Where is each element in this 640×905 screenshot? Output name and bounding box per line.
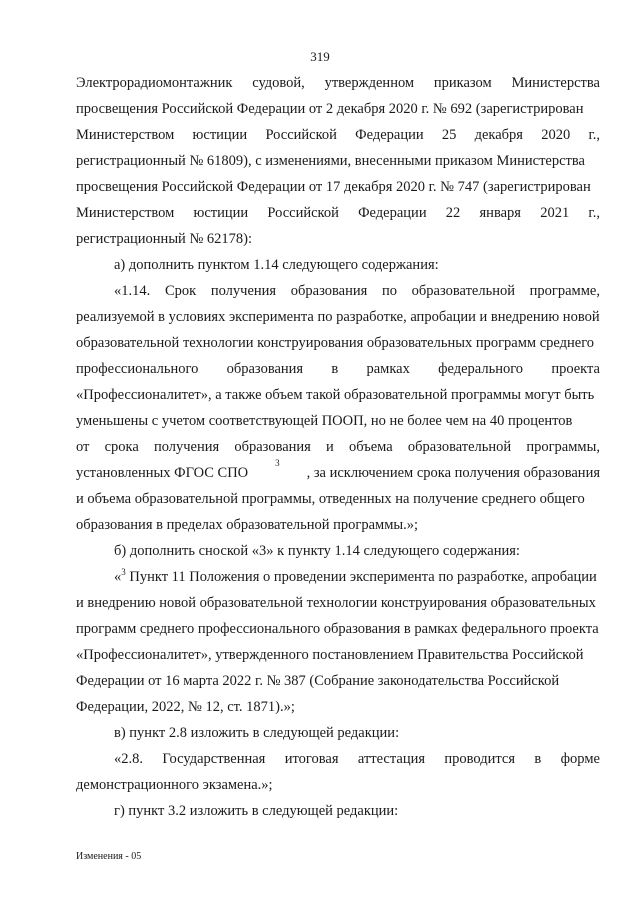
body-line-15 xyxy=(76,437,600,457)
word: Министерством xyxy=(76,127,175,143)
word: Российской xyxy=(265,127,337,143)
body-line-4: регистрационный № 61809), с изменениями, внесенными приказом Министерства xyxy=(76,153,585,169)
word: юстиции xyxy=(192,127,248,143)
body-line-29: г) пункт 3.2 изложить в следующей редакции: xyxy=(114,803,399,819)
body-line-7: регистрационный № 62178): xyxy=(76,231,253,247)
word: образования xyxy=(234,439,311,455)
word: образовательной xyxy=(411,283,515,299)
word: форме xyxy=(560,751,600,767)
body-line-8: а) дополнить пунктом 1.14 следующего содержания: xyxy=(114,257,439,273)
word: Государственная xyxy=(162,751,266,767)
word: Российской xyxy=(267,205,339,221)
word: образовательной xyxy=(407,439,512,455)
body-line-21: и внедрению новой образовательной технологии конструирования образовательных xyxy=(76,595,596,611)
word: г., xyxy=(588,205,600,221)
word: Федерации xyxy=(355,127,424,143)
word: в xyxy=(534,751,542,767)
word: Федерации xyxy=(358,205,427,221)
word: получения xyxy=(153,439,220,455)
footnote-ref-3: 3 xyxy=(275,458,280,468)
word: «1.14. xyxy=(114,283,151,299)
word: 2021 xyxy=(540,205,570,221)
footer-note: Изменения - 05 xyxy=(76,851,142,862)
word: в xyxy=(331,361,339,377)
word: объема xyxy=(348,439,393,455)
word: приказом xyxy=(433,75,492,91)
word: аттестация xyxy=(357,751,426,767)
word: рамках xyxy=(366,361,410,377)
word: от xyxy=(76,439,90,455)
body-line-20 xyxy=(76,567,600,587)
body-line-14: уменьшены с учетом соответствующей ПООП, но не более чем на 40 процентов xyxy=(76,413,573,429)
body-line-20-end: Пункт 11 Положения о проведении эксперимента по разработке, апробации xyxy=(125,569,597,585)
word: итоговая xyxy=(284,751,339,767)
word: по xyxy=(381,283,397,299)
word: утвержденном xyxy=(324,75,415,91)
body-line-20-start: « xyxy=(114,569,122,585)
body-line-16-start: установленных ФГОС СПО xyxy=(76,465,249,481)
word: программы, xyxy=(526,439,600,455)
word: г., xyxy=(588,127,600,143)
body-line-10: реализуемой в условиях эксперимента по разработке, апробации и внедрению новой xyxy=(76,309,600,325)
word: Министерством xyxy=(76,205,175,221)
body-line-13: «Профессионалитет», а также объем такой образовательной программы могут быть xyxy=(76,387,595,403)
word: и xyxy=(326,439,334,455)
body-line-6 xyxy=(76,203,600,223)
body-line-26: в) пункт 2.8 изложить в следующей редакции: xyxy=(114,725,400,741)
body-line-2: просвещения Российской Федерации от 2 декабря 2020 г. № 692 (зарегистрирован xyxy=(76,101,584,117)
word: Министерства xyxy=(511,75,600,91)
word: «2.8. xyxy=(114,751,143,767)
word: юстиции xyxy=(193,205,249,221)
body-line-28: демонстрационного экзамена.»; xyxy=(76,777,273,793)
word: проводится xyxy=(444,751,516,767)
body-line-9 xyxy=(76,281,600,301)
body-line-3 xyxy=(76,125,600,145)
body-line-16 xyxy=(76,458,600,483)
body-line-17: и объема образовательной программы, отведенных на получение среднего общего xyxy=(76,491,585,507)
word: образования xyxy=(226,361,304,377)
body-line-23: «Профессионалитет», утвержденного постановлением Правительства Российской xyxy=(76,647,584,663)
word: профессионального xyxy=(76,361,199,377)
word: января xyxy=(479,205,521,221)
body-line-18: образования в пределах образовательной программы.»; xyxy=(76,517,419,533)
body-line-19: б) дополнить сноской «3» к пункту 1.14 следующего содержания: xyxy=(114,543,520,559)
word: федерального xyxy=(438,361,524,377)
word: срока xyxy=(104,439,139,455)
word: 25 xyxy=(441,127,457,143)
body-line-1 xyxy=(76,73,600,93)
word: судовой, xyxy=(252,75,305,91)
page-number: 319 xyxy=(310,49,330,64)
body-line-16-end: , за исключением срока получения образования xyxy=(306,465,600,481)
body-line-5: просвещения Российской Федерации от 17 декабря 2020 г. № 747 (зарегистрирован xyxy=(76,179,591,195)
body-line-24: Федерации от 16 марта 2022 г. № 387 (Собрание законодательства Российской xyxy=(76,673,560,689)
word: декабря xyxy=(474,127,523,143)
body-line-22: программ среднего профессионального образования в рамках федерального проекта xyxy=(76,621,599,637)
word: 2020 xyxy=(541,127,571,143)
footnote-mark-3: 3 xyxy=(121,567,126,578)
word: программе, xyxy=(529,283,600,299)
body-line-25: Федерации, 2022, № 12, ст. 1871).»; xyxy=(76,699,295,715)
word: получения xyxy=(210,283,277,299)
word: Электрорадиомонтажник xyxy=(76,75,233,91)
word: образования xyxy=(290,283,368,299)
body-line-12 xyxy=(76,359,600,379)
body-line-27 xyxy=(76,749,600,769)
body-line-11: образовательной технологии конструирования образовательных программ среднего xyxy=(76,335,595,351)
word: проекта xyxy=(551,361,600,377)
word: Срок xyxy=(164,283,197,299)
word: 22 xyxy=(445,205,461,221)
